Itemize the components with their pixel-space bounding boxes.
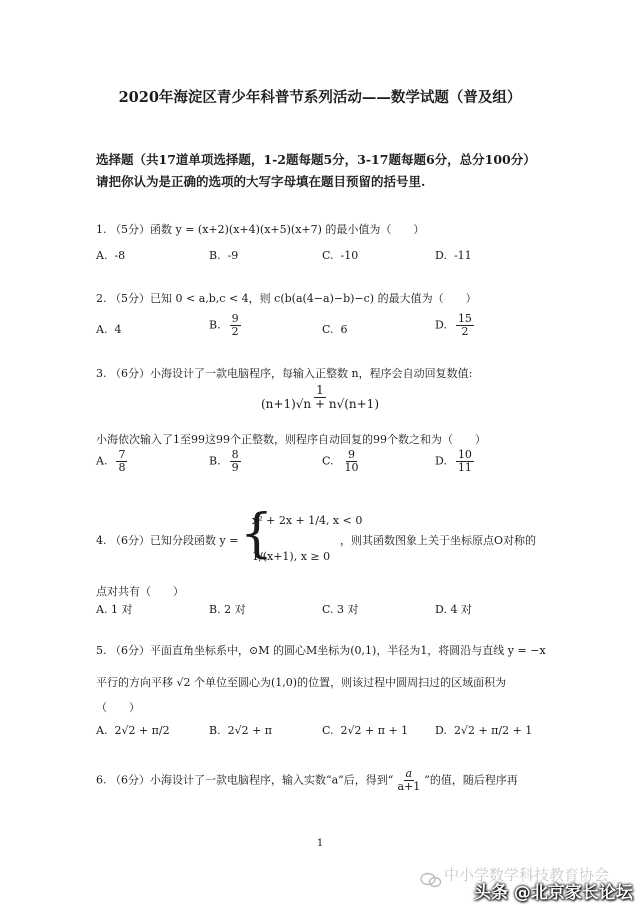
option-b: B. -9 xyxy=(209,249,239,262)
option-c: C. 3 对 xyxy=(322,603,359,616)
option-a: A. $\frac{7}{8}$ xyxy=(96,448,126,475)
question-5-line-2: 平行的方向平移 √2 个单位至圆心为(1,0)的位置，则该过程中圆周扫过的区域面积为 xyxy=(96,676,507,689)
question-6 xyxy=(96,768,518,793)
question-4 xyxy=(96,532,238,548)
piecewise-case-1: x² + 2x + 1/4, x < 0 xyxy=(252,514,363,527)
option-b: B. $\frac{8}{9}$ xyxy=(209,448,239,475)
option-a: A. 1 对 xyxy=(96,603,133,616)
fraction: $\frac{15}{2}$ xyxy=(457,312,472,339)
wechat-logo-icon xyxy=(420,872,442,888)
question-3 xyxy=(96,365,472,381)
option-c: C. 2√2 + π + 1 xyxy=(322,724,409,737)
option-d: D. $\frac{15}{2}$ xyxy=(435,312,472,339)
watermark-ghost-text: 中小学数学科技教育协会 xyxy=(444,866,610,884)
option-b: B. $\frac{9}{2}$ xyxy=(209,312,239,339)
formula: $\frac{1}{(n+1)√n + n√(n+1)}$ xyxy=(261,383,379,412)
option-c: C. $\frac{9}{10}$ xyxy=(322,448,359,475)
option-a: A. 2√2 + π/2 xyxy=(96,724,170,737)
piecewise-case-2: 1/(x+1), x ≥ 0 xyxy=(252,550,331,563)
page-number: 1 xyxy=(316,838,324,849)
fraction: $\frac{9}{2}$ xyxy=(231,312,239,339)
question-5 xyxy=(96,642,546,658)
piecewise-brace: { xyxy=(240,504,274,564)
option-d: D. -11 xyxy=(435,249,472,262)
question-3-continued: 小海依次输入了1至99这99个正整数，则程序自动回复的99个数之和为（ ） xyxy=(96,433,486,446)
option-d: D. $\frac{10}{11}$ xyxy=(435,448,472,475)
question-1 xyxy=(96,221,424,237)
question-number: 6. xyxy=(96,773,107,787)
question-4-continued: 点对共有（ ） xyxy=(96,585,184,598)
option-b: B. 2 对 xyxy=(209,603,246,616)
question-stem: （5分）函数 y = (x+2)(x+4)(x+5)(x+7) 的最小值为（ ） xyxy=(110,223,425,236)
question-number: 2. xyxy=(96,292,107,305)
question-stem: （6分）小海设计了一款电脑程序，每输入正整数 n，程序会自动回复数值: xyxy=(110,367,473,380)
question-stem: （6分）平面直角坐标系中，⊙M 的圆心M坐标为(0,1)，半径为1，将圆沿与直线 y = −x xyxy=(110,644,546,657)
option-d: D. 2√2 + π/2 + 1 xyxy=(435,724,533,737)
option-a: A. 4 xyxy=(96,323,122,336)
page-title: 2020年海淀区青少年科普节系列活动——数学试题（普及组） xyxy=(118,89,522,106)
question-number: 4. xyxy=(96,534,107,547)
option-b: B. 2√2 + π xyxy=(209,724,273,737)
question-stem-tail: ”的值，随后程序再 xyxy=(424,773,518,787)
watermark-text: 头条 @北京家长论坛 xyxy=(474,883,633,903)
question-5-line-3: （ ） xyxy=(96,701,140,714)
section-heading: 选择题（共17道单项选择题，1-2题每题5分，3-17题每题6分，总分100分） xyxy=(96,152,536,167)
option-a: A. -8 xyxy=(96,249,126,262)
question-stem: （6分）已知分段函数 y = xyxy=(110,534,239,547)
section-instruction: 请把你认为是正确的选项的大写字母填在题目预留的括号里. xyxy=(96,174,426,189)
question-4-tail: ，则其函数图象上关于坐标原点O对称的 xyxy=(340,534,537,547)
fraction: $\frac{a}{a+1}$ xyxy=(397,767,421,794)
option-d: D. 4 对 xyxy=(435,603,472,616)
question-number: 5. xyxy=(96,644,107,657)
question-2 xyxy=(96,290,477,306)
option-c: C. 6 xyxy=(322,323,348,336)
question-stem: （5分）已知 0 < a,b,c < 4，则 c(b(a(4−a)−b)−c) 的最大值为（ ） xyxy=(110,292,477,305)
option-c: C. -10 xyxy=(322,249,359,262)
question-number: 1. xyxy=(96,223,107,236)
question-number: 3. xyxy=(96,367,107,380)
question-stem: （6分）小海设计了一款电脑程序，输入实数“a”后，得到“ xyxy=(110,773,394,787)
